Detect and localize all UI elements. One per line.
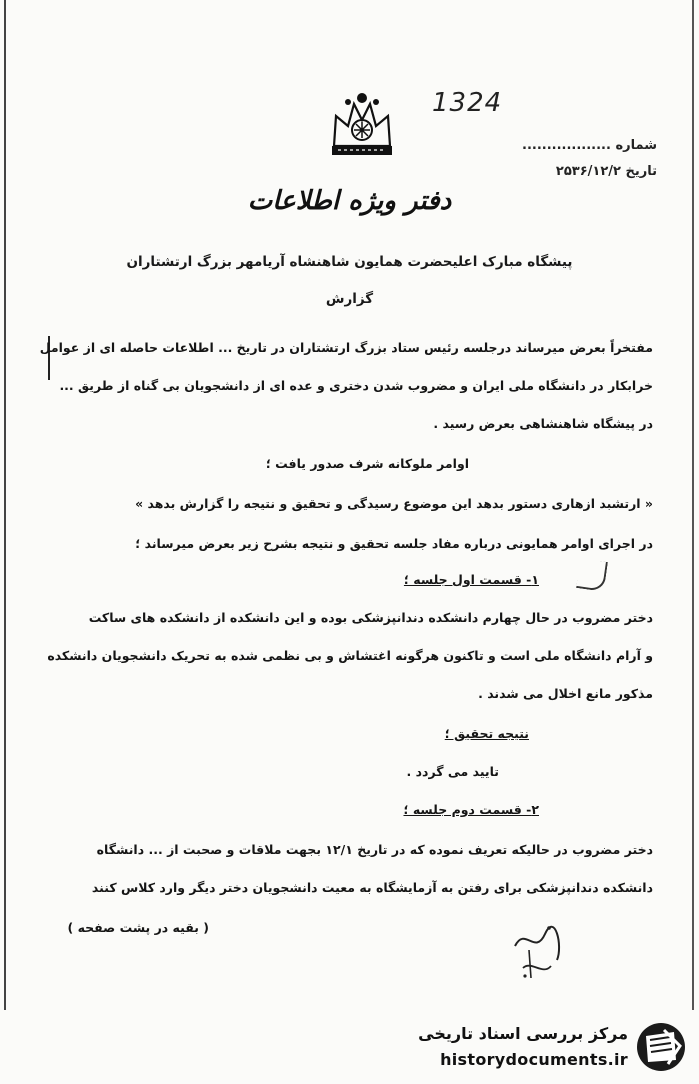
archive-logo-icon — [634, 1020, 688, 1074]
section-2-line-2: دانشکده دندانپزشکی برای رفتن به آزمایشگاه به معیت دانشجویان دختر دیگر وارد کلاس کنند — [91, 880, 653, 895]
result-line: تایید می گردد . — [406, 764, 499, 779]
follow-up-line: در اجرای اوامر همایونی درباره مفاد جلسه تحقیق و نتیجه بشرح زیر بعرض میرساند ؛ — [135, 536, 653, 551]
body-line-3: در پیشگاه شاهنشاهی بعرض رسید . — [433, 416, 653, 431]
subject-line: گزارش — [325, 291, 374, 307]
addressee-line: پیشگاه مبارک اعلیحضرت همایون شاهنشاه آریامهر بزرگ ارتشتاران — [126, 254, 573, 270]
date-label: تاریخ — [625, 164, 657, 179]
signature-image — [505, 916, 575, 986]
date-value: ۲۵۳۶/۱۲/۲ — [555, 164, 621, 179]
body-line-2: خرابکار در دانشگاه ملی ایران و مضروب شدن دختری و عده ای از دانشجویان بی گناه از طریق ... — [59, 378, 653, 393]
section-1-line-1: دختر مضروب در حال چهارم دانشکده دندانپزشکی بوده و این دانشکده از دانشکده های ساکت — [88, 610, 653, 625]
body-line-1: مفتخراً بعرض میرساند درجلسه رئیس ستاد بزرگ ارتشتاران در تاریخ ... اطلاعات حاصله ای از عوامل — [39, 340, 653, 355]
handwritten-number: 1324 — [432, 88, 503, 118]
continued-note: ( بقیه در پشت صفحه ) — [67, 920, 209, 935]
archive-name: مرکز بررسی اسناد تاریخی — [418, 1024, 628, 1043]
number-field — [522, 138, 657, 153]
archive-url: historydocuments.ir — [440, 1050, 628, 1069]
scan-border-left — [4, 0, 6, 1010]
number-label: شماره — [615, 138, 657, 153]
result-heading: نتیجه تحقیق ؛ — [444, 726, 529, 741]
office-title: دفتر ویژه اطلاعات — [247, 186, 452, 216]
section-2-heading: ۲- قسمت دوم جلسه ؛ — [403, 802, 539, 817]
scan-border-right — [692, 0, 694, 1010]
investigation-line: « ارتشبد ازهاری دستور بدهد این موضوع رسیدگی و تحقیق و نتیجه را گزارش بدهد » — [135, 496, 653, 511]
section-1-heading: ۱- قسمت اول جلسه ؛ — [403, 572, 539, 587]
margin-check-mark — [576, 558, 608, 592]
section-1-line-2: و آرام دانشگاه ملی است و تاکنون هرگونه اغتشاش و بی نظمی شده به تحریک دانشجویان دانشکده — [47, 648, 653, 663]
royal-order-line: اوامر ملوکانه شرف صدور یافت ؛ — [265, 456, 469, 471]
crown-emblem-icon — [326, 86, 398, 162]
date-field — [556, 164, 657, 179]
section-2-line-1: دختر مضروب در حالیکه تعریف نموده که در تاریخ ۱۲/۱ بجهت ملاقات و صحبت از ... دانشگاه — [96, 842, 653, 857]
archive-watermark — [412, 1016, 692, 1080]
section-1-line-3: مذکور مانع اخلال می شدند . — [478, 686, 653, 701]
number-blank: .................. — [522, 138, 611, 153]
